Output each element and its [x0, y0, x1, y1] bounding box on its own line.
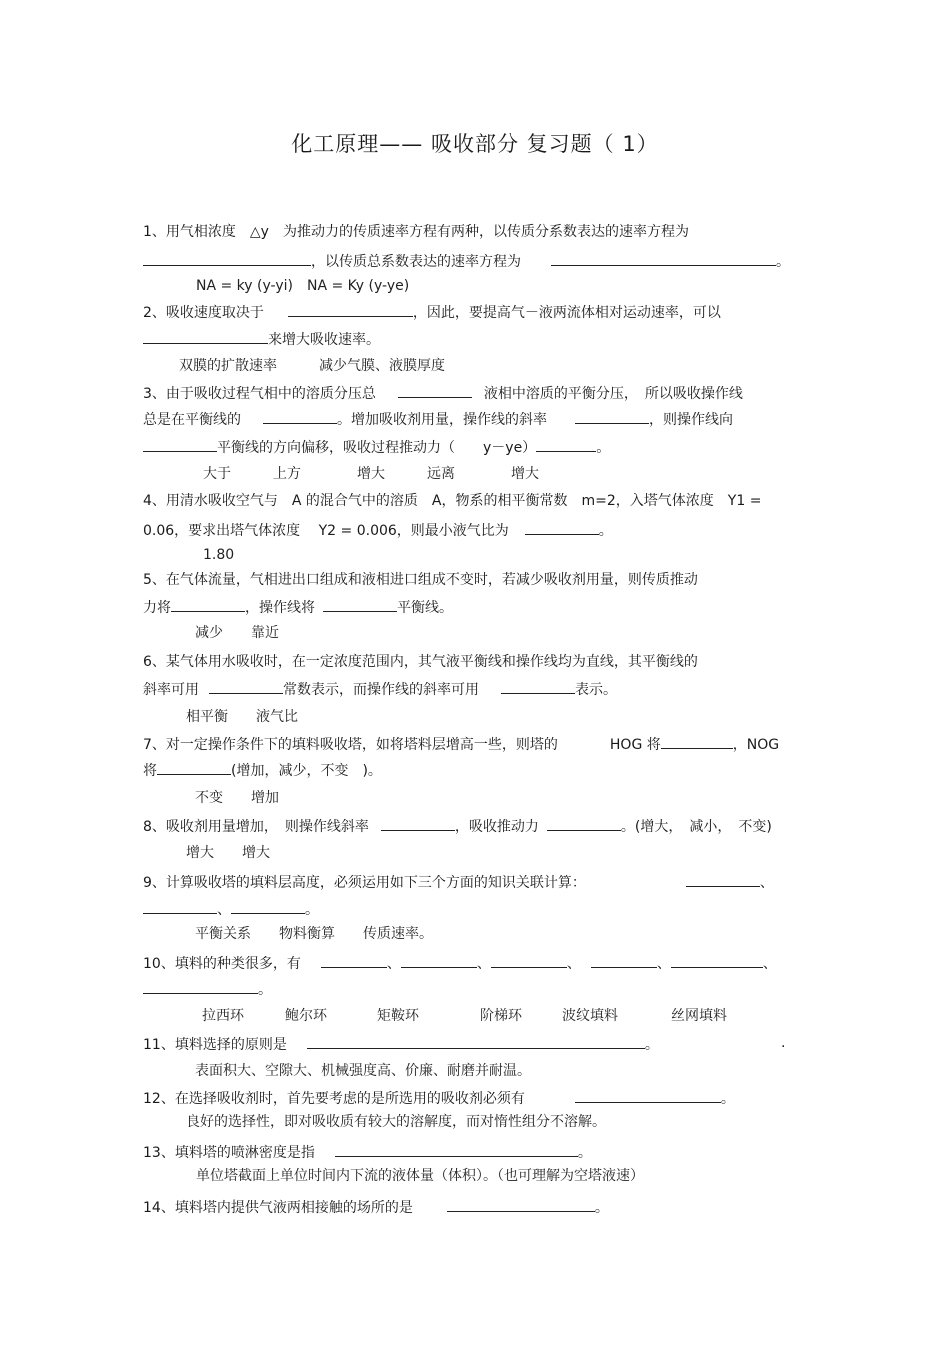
- q3-text-1: 3、由于吸收过程气相中的溶质分压总: [143, 386, 376, 402]
- q9-text-1: 9、计算吸收塔的填料层高度，必须运用如下三个方面的知识关联计算：: [143, 875, 586, 891]
- q3-text-2: 液相中溶质的平衡分压， 所以吸收操作线: [483, 386, 743, 402]
- q6-text-1: 斜率可用: [143, 682, 199, 698]
- q10-sep-3: 、: [566, 956, 581, 972]
- q6-text-2: 常数表示，而操作线的斜率可用: [283, 682, 479, 698]
- q13-blank-1[interactable]: [335, 1142, 578, 1157]
- q12-blank-1[interactable]: [575, 1088, 721, 1103]
- q8-blank-1[interactable]: [381, 816, 455, 831]
- q10-blank-6[interactable]: [143, 979, 258, 994]
- q10-answer-1: 拉西环: [202, 1008, 244, 1024]
- q5-answer: 减少 靠近: [195, 625, 279, 641]
- q3-blank-4[interactable]: [143, 437, 217, 452]
- q2-blank-1[interactable]: [288, 302, 413, 317]
- q5-line2: [143, 597, 453, 617]
- q3-line2: [143, 409, 733, 429]
- q13-text-1: 13、填料塔的喷淋密度是指: [143, 1145, 315, 1161]
- q3-text-5: ，则操作线向: [649, 412, 733, 428]
- q1-line1: 1、用气相浓度 △y 为推动力的传质速率方程有两种，以传质分系数表达的速率方程为: [143, 224, 689, 240]
- q8-blank-2[interactable]: [547, 816, 621, 831]
- q5-text-2: ，操作线将: [245, 600, 315, 616]
- q10-blank-5[interactable]: [671, 953, 763, 968]
- q11-blank-1[interactable]: [307, 1034, 645, 1049]
- q4-line2: [143, 520, 613, 540]
- q10-answer-4: 阶梯环: [480, 1008, 522, 1024]
- q1-text-2: ，以传质总系数表达的速率方程为: [311, 254, 521, 270]
- q10-answer-6: 丝网填料: [671, 1008, 727, 1024]
- q4-blank-1[interactable]: [525, 520, 599, 535]
- q6-line1: 6、某气体用水吸收时，在一定浓度范围内，其气液平衡线和操作线均为直线，其平衡线的: [143, 654, 698, 670]
- q8-line1: [143, 816, 772, 836]
- q4-text-1: 0.06，要求出塔气体浓度 Y2 = 0.006，则最小液气比为: [143, 523, 509, 539]
- q1-blank-2[interactable]: [551, 251, 776, 266]
- q7-text-2: HOG 将: [609, 737, 661, 753]
- q9-end: 。: [305, 902, 319, 918]
- q10-end: 。: [258, 982, 272, 998]
- q2-text-2: ，因此，要提高气－液两流体相对运动速率，可以: [412, 305, 721, 321]
- q7-text-5: (增加，减少，不变 )。: [231, 763, 382, 779]
- q7-line2: [143, 760, 382, 780]
- q5-text-1: 力将: [143, 600, 171, 616]
- q3-answer: 大于 上方 增大 远离 增大: [203, 466, 539, 482]
- q4-text-2: 。: [598, 523, 613, 539]
- page-title: 化工原理—— 吸收部分 复习题（ 1）: [291, 132, 659, 156]
- q6-blank-1[interactable]: [209, 679, 283, 694]
- q1-line2: [143, 251, 790, 271]
- q3-blank-2[interactable]: [263, 409, 337, 424]
- q5-blank-2[interactable]: [323, 597, 397, 612]
- q10-blank-2[interactable]: [401, 953, 477, 968]
- q9-sep-2: 、: [217, 902, 231, 918]
- q1-end: 。: [776, 254, 790, 270]
- q3-text-3: 总是在平衡线的: [143, 412, 241, 428]
- q7-blank-2[interactable]: [157, 760, 231, 775]
- q10-answer-3: 矩鞍环: [377, 1008, 419, 1024]
- q9-blank-3[interactable]: [231, 899, 305, 914]
- q10-sep-2: 、: [476, 956, 491, 972]
- q4-answer: 1.80: [203, 547, 235, 563]
- q7-answer: 不变 增加: [195, 790, 279, 806]
- q10-sep-5: 、: [762, 956, 777, 972]
- q3-line1: [143, 383, 743, 403]
- q11-text-1: 11、填料选择的原则是: [143, 1037, 287, 1053]
- q2-line1: [143, 302, 721, 322]
- q11-line1: [143, 1034, 659, 1054]
- q8-text-1: 8、吸收剂用量增加， 则操作线斜率: [143, 819, 369, 835]
- q5-line1: 5、在气体流量，气相进出口组成和液相进口组成不变时，若减少吸收剂用量，则传质推动: [143, 572, 698, 588]
- q10-blank-4[interactable]: [591, 953, 657, 968]
- q14-blank-1[interactable]: [447, 1197, 595, 1212]
- q10-text-1: 10、填料的种类很多，有: [143, 956, 301, 972]
- q3-blank-3[interactable]: [575, 409, 649, 424]
- q6-blank-2[interactable]: [501, 679, 575, 694]
- q10-blank-3[interactable]: [491, 953, 567, 968]
- q7-blank-1[interactable]: [661, 734, 733, 749]
- q11-dot: .: [781, 1035, 786, 1051]
- q2-line2: [143, 329, 380, 349]
- q9-blank-1[interactable]: [686, 872, 760, 887]
- q14-end: 。: [594, 1200, 609, 1216]
- q12-line1: [143, 1088, 735, 1108]
- q2-blank-2[interactable]: [143, 329, 268, 344]
- q9-answer: 平衡关系 物料衡算 传质速率。: [195, 926, 433, 942]
- q6-text-3: 表示。: [575, 682, 617, 698]
- q13-answer: 单位塔截面上单位时间内下流的液体量（体积）。（也可理解为空塔液速）: [196, 1168, 644, 1184]
- q9-blank-2[interactable]: [143, 899, 217, 914]
- q10-sep-4: 、: [656, 956, 671, 972]
- q7-text-1: 7、对一定操作条件下的填料吸收塔，如将塔料层增高一些，则塔的: [143, 737, 558, 753]
- q14-text-1: 14、填料塔内提供气液两相接触的场所的是: [143, 1200, 413, 1216]
- q8-text-3: 。(增大， 减小， 不变): [620, 819, 772, 835]
- q10-line2: [143, 979, 272, 999]
- q8-text-2: ，吸收推动力: [454, 819, 539, 835]
- q11-end: 。: [644, 1037, 659, 1053]
- q10-sep-1: 、: [386, 956, 401, 972]
- q1-blank-1[interactable]: [143, 251, 311, 266]
- q3-line3: [143, 437, 610, 457]
- q5-blank-1[interactable]: [171, 597, 245, 612]
- q7-text-3: ，NOG: [732, 737, 780, 753]
- q13-line1: [143, 1142, 592, 1162]
- q11-answer: 表面积大、空隙大、机械强度高、价廉、耐磨并耐温。: [195, 1063, 531, 1079]
- q3-blank-1[interactable]: [398, 383, 472, 398]
- q4-line1: 4、用清水吸收空气与 A 的混合气中的溶质 A，物系的相平衡常数 m=2，入塔气体浓度 Y1 =: [143, 493, 762, 509]
- q2-text-3: 来增大吸收速率。: [268, 332, 380, 348]
- q14-line1: [143, 1197, 609, 1217]
- q10-line1: [143, 953, 777, 973]
- q8-answer: 增大 增大: [186, 845, 270, 861]
- q3-text-7: 。: [596, 440, 611, 456]
- q12-answer: 良好的选择性，即对吸收质有较大的溶解度，而对惰性组分不溶解。: [186, 1114, 606, 1130]
- q6-answer: 相平衡 液气比: [186, 709, 298, 725]
- q6-line2: [143, 679, 617, 699]
- q7-text-4: 将: [143, 763, 157, 779]
- q5-text-3: 平衡线。: [397, 600, 453, 616]
- q12-end: 。: [720, 1091, 735, 1107]
- q10-blank-1[interactable]: [321, 953, 387, 968]
- q7-line1: [143, 734, 779, 754]
- q12-text-1: 12、在选择吸收剂时，首先要考虑的是所选用的吸收剂必须有: [143, 1091, 525, 1107]
- q3-blank-5[interactable]: [536, 437, 596, 452]
- q9-line2: [143, 899, 319, 919]
- q3-text-6: 平衡线的方向偏移，吸收过程推动力（ y－ye）: [217, 440, 537, 456]
- q2-text-1: 2、吸收速度取决于: [143, 305, 264, 321]
- q1-answer: NA = ky (y-yi) NA = Ky (y-ye): [196, 278, 410, 294]
- q10-answer-5: 波纹填料: [562, 1008, 618, 1024]
- q13-end: 。: [577, 1145, 592, 1161]
- q9-sep-1: 、: [759, 875, 774, 891]
- q3-text-4: 。增加吸收剂用量，操作线的斜率: [337, 412, 547, 428]
- q2-answer: 双膜的扩散速率 减少气膜、液膜厚度: [179, 358, 445, 374]
- q10-answer-2: 鲍尔环: [285, 1008, 327, 1024]
- q9-line1: [143, 872, 774, 892]
